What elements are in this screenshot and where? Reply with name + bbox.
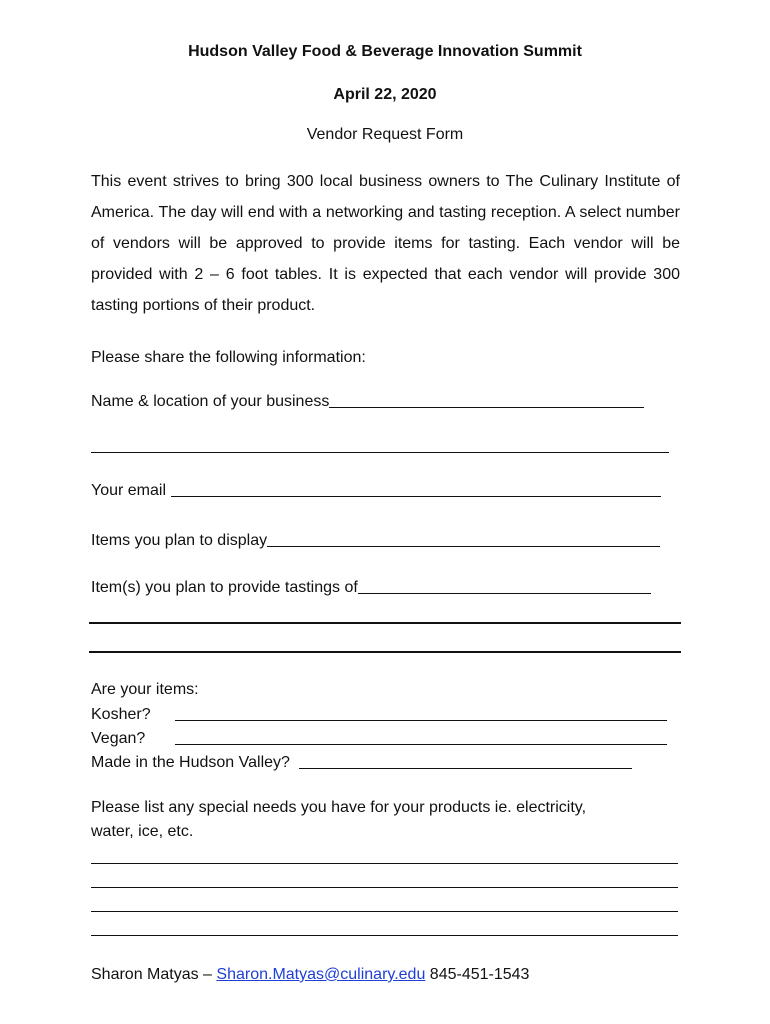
business-field-row: [91, 391, 644, 411]
special-needs-line-2: water, ice, etc.: [91, 823, 194, 840]
kosher-input-line[interactable]: [175, 704, 667, 721]
email-input-line[interactable]: [171, 480, 661, 497]
contact-phone: 845-451-1543: [429, 966, 530, 983]
kosher-field-row: [91, 704, 667, 724]
business-label: Name & location of your business: [91, 393, 330, 410]
special-needs-line-1: Please list any special needs you have for your products ie. electricity,: [91, 799, 587, 816]
vegan-input-line[interactable]: [175, 728, 667, 745]
vegan-label: Vegan?: [91, 730, 146, 747]
business-input-line[interactable]: [329, 391, 644, 408]
email-field-row: [91, 480, 661, 500]
display-label: Items you plan to display: [91, 532, 268, 549]
intro-text: This event strives to bring 300 local business owners to The Culinary Institute of America. The day will end with a networking and tasting reception. A select number of vendors will be approved to provide items for tasting. Each vendor will be provided with 2 – 6 foot tables. It is expected that each vendor will provide 300 tasting portions of their product.: [91, 173, 680, 314]
document-title: Hudson Valley Food & Beverage Innovation Summit: [188, 43, 582, 60]
kosher-label: Kosher?: [91, 706, 151, 723]
tastings-input-line-3[interactable]: [89, 651, 681, 653]
hudson-valley-field-row: [91, 752, 632, 772]
display-input-line[interactable]: [267, 530, 660, 547]
special-needs-input-line-4[interactable]: [91, 935, 678, 936]
tastings-label: Item(s) you plan to provide tastings of: [91, 579, 358, 596]
items-heading: Are your items:: [91, 681, 199, 698]
hudson-valley-label: Made in the Hudson Valley?: [91, 754, 290, 771]
event-date: April 22, 2020: [333, 86, 437, 103]
special-needs-input-line-3[interactable]: [91, 911, 678, 912]
business-input-line-2[interactable]: [91, 452, 669, 453]
intro-paragraph: [91, 166, 680, 321]
contact-footer: [91, 966, 529, 984]
email-label: Your email: [91, 482, 167, 499]
info-prompt: Please share the following information:: [91, 349, 366, 366]
contact-email-link[interactable]: Sharon.Matyas@culinary.edu: [216, 966, 426, 983]
tastings-field-row: [91, 577, 651, 597]
contact-name: Sharon Matyas –: [91, 966, 212, 983]
hudson-valley-input-line[interactable]: [299, 752, 632, 769]
display-field-row: [91, 530, 660, 550]
special-needs-input-line-2[interactable]: [91, 887, 678, 888]
form-subtitle: Vendor Request Form: [306, 126, 464, 143]
special-needs-input-line-1[interactable]: [91, 863, 678, 864]
tastings-input-line-2[interactable]: [89, 622, 681, 624]
tastings-input-line[interactable]: [358, 577, 651, 594]
vegan-field-row: [91, 728, 667, 748]
